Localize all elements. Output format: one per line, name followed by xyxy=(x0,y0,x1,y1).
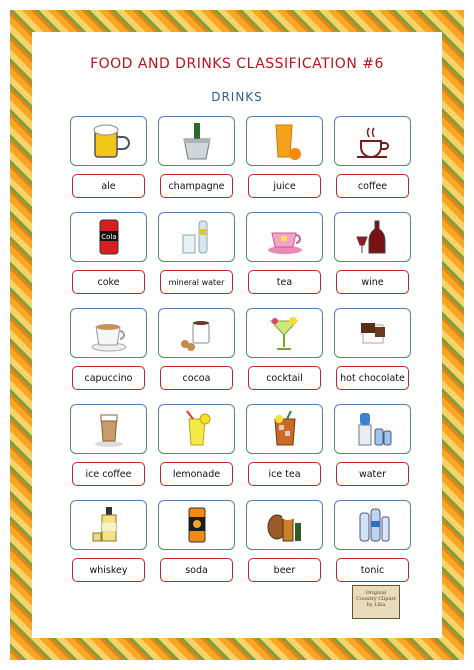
svg-text:Cola: Cola xyxy=(100,233,117,241)
drink-card xyxy=(246,308,323,404)
drink-label: mineral water xyxy=(160,270,233,294)
drink-card xyxy=(158,212,235,308)
iced-coffee-icon xyxy=(70,404,147,454)
drink-card xyxy=(158,500,235,596)
drink-card xyxy=(334,500,411,596)
cappuccino-cup-icon xyxy=(70,308,147,358)
page-title: FOOD AND DRINKS CLASSIFICATION #6 xyxy=(90,56,384,72)
lemonade-glass-icon xyxy=(158,404,235,454)
drink-card xyxy=(246,116,323,212)
wine-bottle-icon xyxy=(334,212,411,262)
mineral-water-icon xyxy=(158,212,235,262)
drink-label: ice coffee xyxy=(72,462,145,486)
drink-card xyxy=(70,308,147,404)
drink-label: coffee xyxy=(336,174,409,198)
drink-label: champagne xyxy=(160,174,233,198)
drink-label: tea xyxy=(248,270,321,294)
coffee-cup-icon xyxy=(334,116,411,166)
drink-label: cocoa xyxy=(160,366,233,390)
cocktail-glass-icon xyxy=(246,308,323,358)
worksheet xyxy=(34,34,440,636)
drink-card xyxy=(246,500,323,596)
drink-label: ale xyxy=(72,174,145,198)
drink-card xyxy=(158,308,235,404)
drink-label: coke xyxy=(72,270,145,294)
drink-label: wine xyxy=(336,270,409,294)
beer-keg-icon xyxy=(246,500,323,550)
iced-tea-icon xyxy=(246,404,323,454)
cola-can-icon xyxy=(70,212,147,262)
drink-label: beer xyxy=(248,558,321,582)
drink-card xyxy=(70,116,147,212)
drink-card xyxy=(70,500,147,596)
drink-card xyxy=(334,212,411,308)
drink-card xyxy=(246,212,323,308)
drink-label: juice xyxy=(248,174,321,198)
hot-chocolate-icon xyxy=(334,308,411,358)
soda-can-icon xyxy=(158,500,235,550)
drink-card xyxy=(70,404,147,500)
stamp-line: Original xyxy=(365,590,387,596)
author-stamp xyxy=(352,585,400,619)
drink-label: tonic xyxy=(336,558,409,582)
drink-label: cocktail xyxy=(248,366,321,390)
juice-glass-icon xyxy=(246,116,323,166)
drink-label: hot chocolate xyxy=(336,366,409,390)
drink-label: ice tea xyxy=(248,462,321,486)
drink-card xyxy=(70,212,147,308)
champagne-bucket-icon xyxy=(158,116,235,166)
beer-mug-icon xyxy=(70,116,147,166)
cocoa-mug-icon xyxy=(158,308,235,358)
drink-card xyxy=(158,404,235,500)
stamp-line: Country Clipart xyxy=(356,596,396,602)
water-cooler-icon xyxy=(334,404,411,454)
drink-card xyxy=(334,308,411,404)
drink-label: whiskey xyxy=(72,558,145,582)
drink-label: soda xyxy=(160,558,233,582)
drinks-grid xyxy=(70,116,411,596)
drink-card xyxy=(334,404,411,500)
drink-card xyxy=(246,404,323,500)
drink-card xyxy=(158,116,235,212)
stamp-line: by Lilia xyxy=(366,602,386,608)
drink-label: capuccino xyxy=(72,366,145,390)
section-title: DRINKS xyxy=(211,90,263,104)
whiskey-bottle-icon xyxy=(70,500,147,550)
drink-label: water xyxy=(336,462,409,486)
tea-cup-icon xyxy=(246,212,323,262)
drink-label: lemonade xyxy=(160,462,233,486)
tonic-bottles-icon xyxy=(334,500,411,550)
drink-card xyxy=(334,116,411,212)
